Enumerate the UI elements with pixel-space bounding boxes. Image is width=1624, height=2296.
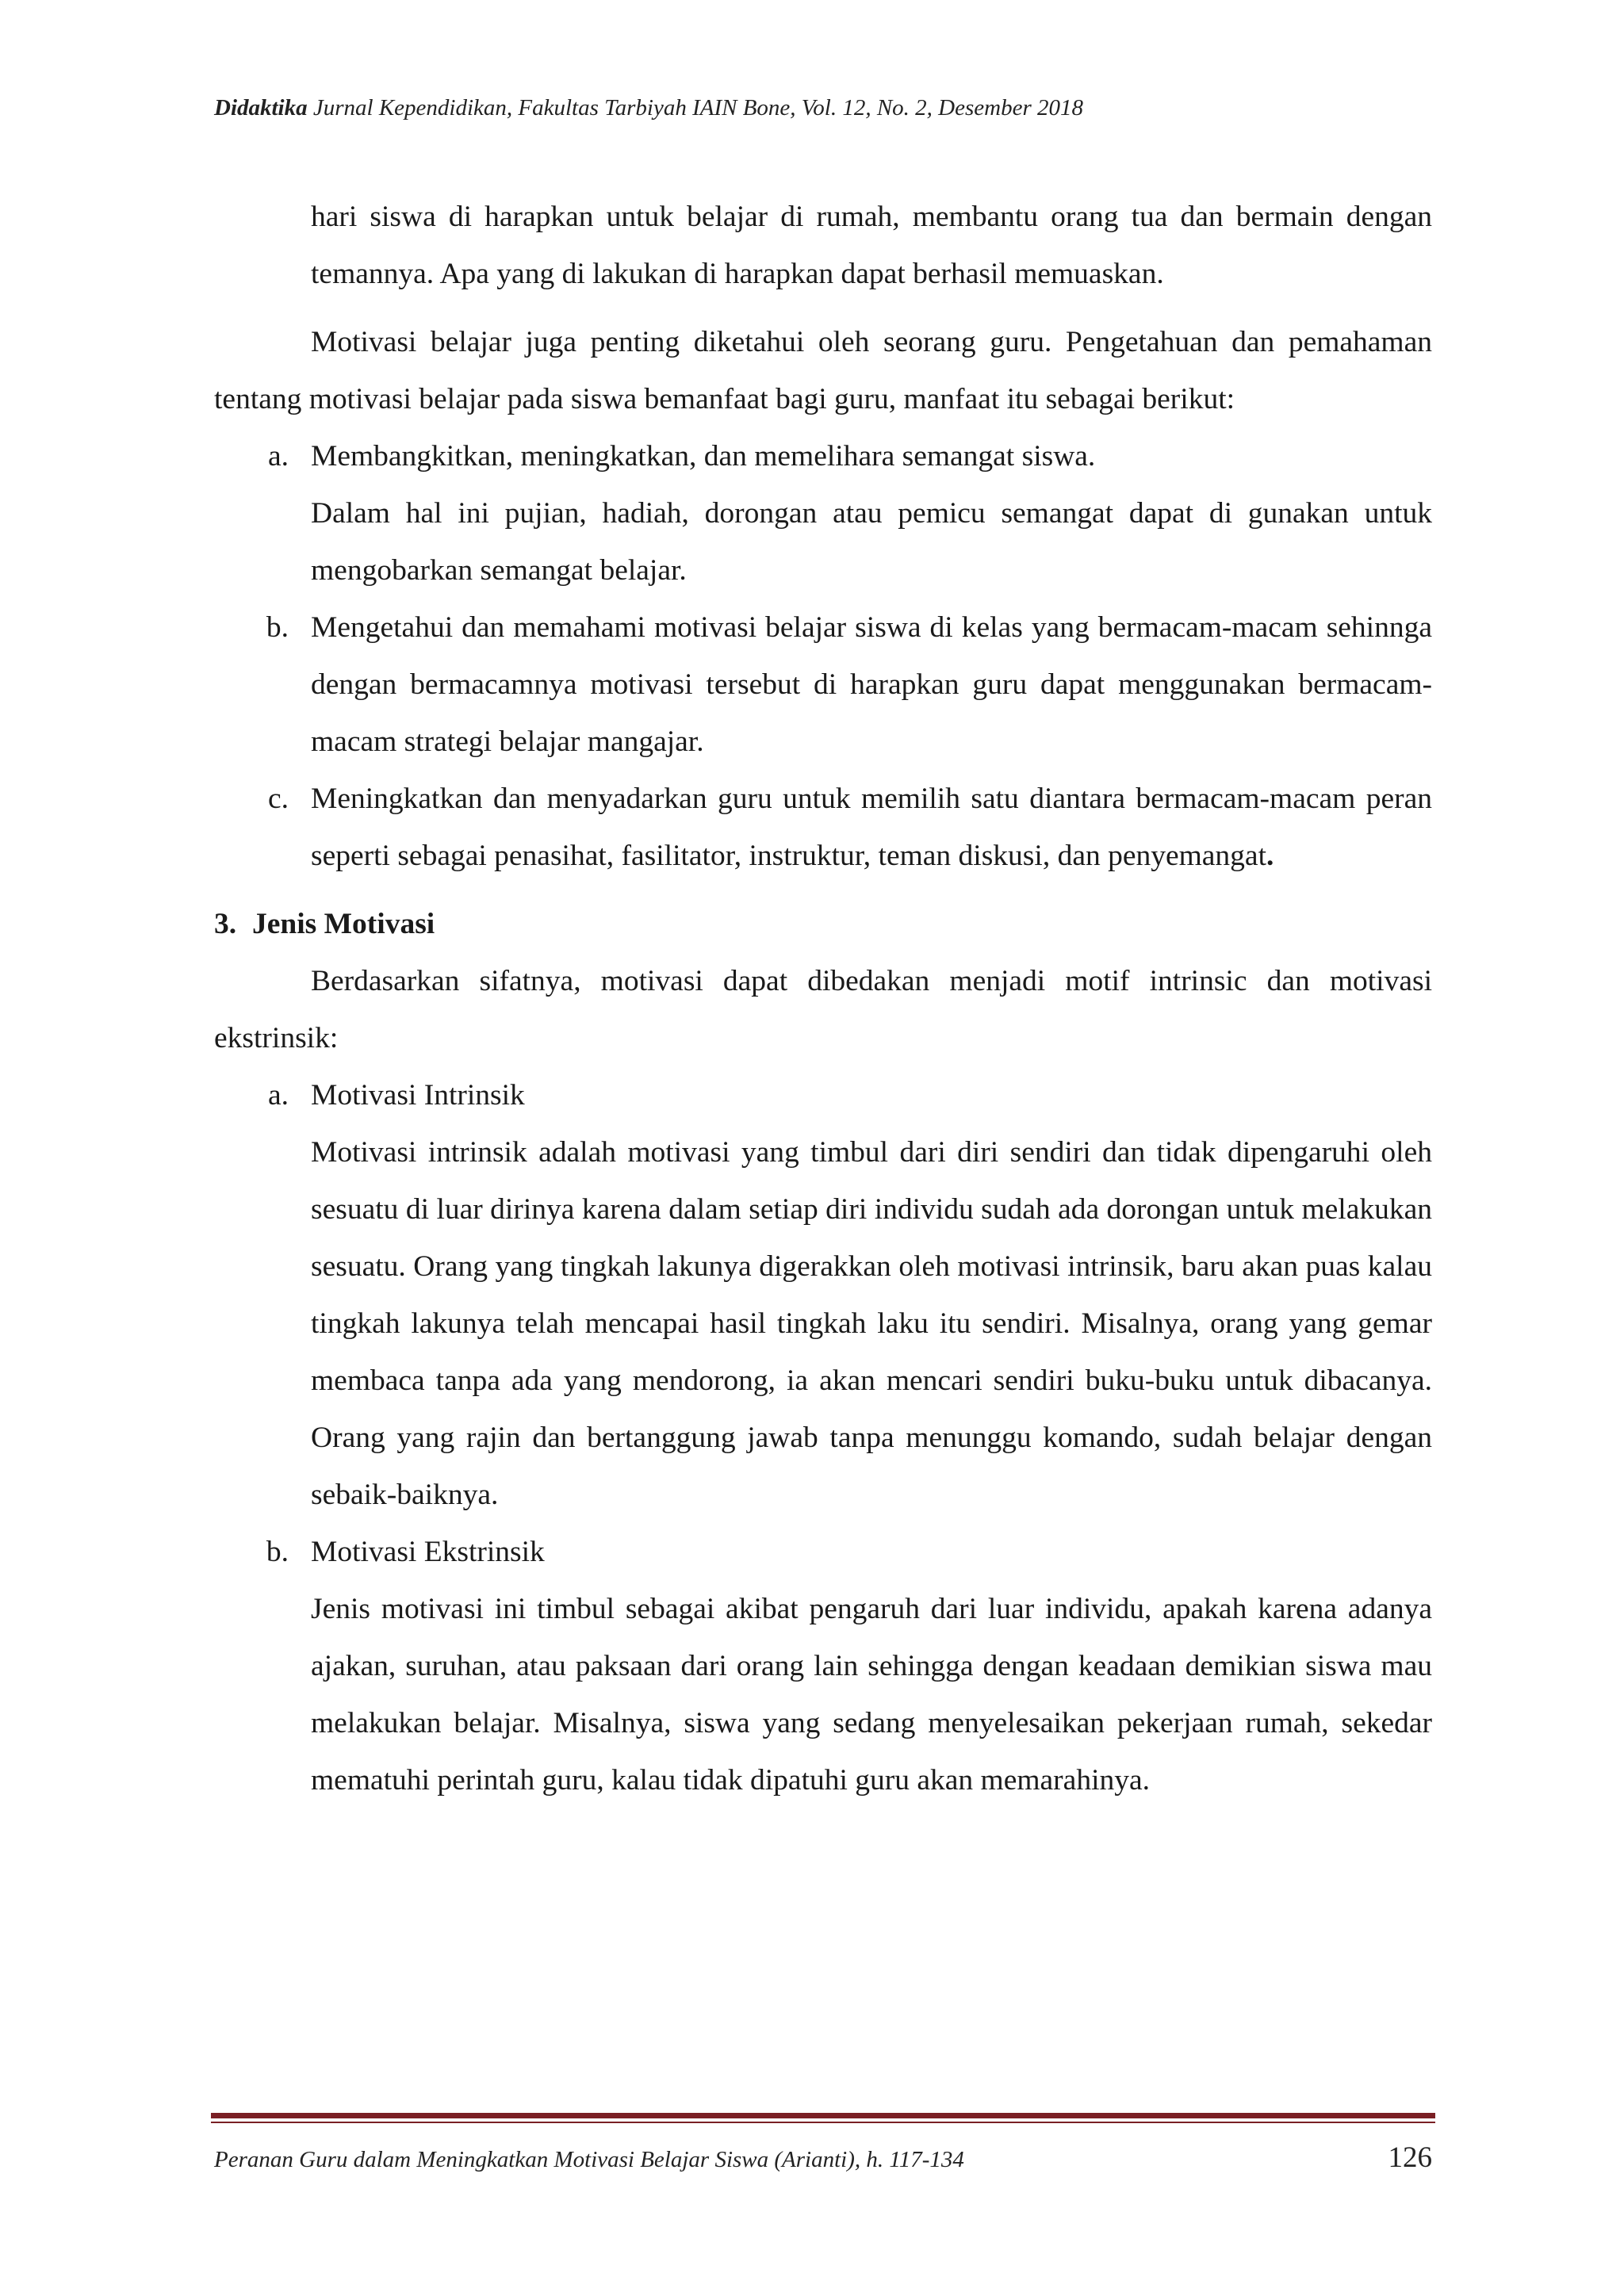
list-item-end-punct: . [1266, 840, 1274, 872]
paragraph-continuation: hari siswa di harapkan untuk belajar di rumah, membantu orang tua dan bermain dengan temannya. Apa yang di lakukan di harapkan dapat berhasil memuaskan. [311, 201, 1432, 290]
page-body [214, 189, 1432, 1809]
subsection-title [214, 1067, 1432, 1124]
list-item-text: Meningkatkan dan menyadarkan guru untuk memilih satu diantara bermacam-macam peran seperti sebagai penasihat, fasilitator, instruktur, teman diskusi, dan penyemangat [311, 783, 1432, 872]
list-marker: b. [266, 611, 289, 644]
journal-name: Didaktika [214, 95, 308, 121]
footer-rule-thick [211, 2113, 1435, 2118]
list-marker: b. [266, 1536, 289, 1568]
running-footer [214, 2141, 1432, 2175]
list-item [214, 771, 1432, 885]
list-item-title: Membangkitkan, meningkatkan, dan memelihara semangat siswa. [311, 440, 1096, 473]
running-header [214, 95, 1435, 121]
list-item [214, 599, 1432, 771]
subsection-body: Jenis motivasi ini timbul sebagai akibat pengaruh dari luar individu, apakah karena adanya ajakan, suruhan, atau paksaan dari orang lain sehingga dengan keadaan demikian siswa mau melakukan belajar. Misalnya, siswa yang sedang menyelesaikan pekerjaan rumah, sekedar mematuhi perintah guru, kalau tidak dipatuhi guru akan memarahinya. [311, 1593, 1432, 1797]
list-marker: c. [267, 783, 289, 815]
journal-details: Jurnal Kependidikan, Fakultas Tarbiyah IAIN Bone, Vol. 12, No. 2, Desember 2018 [307, 95, 1084, 121]
list-item [214, 428, 1432, 599]
list-item-text: Mengetahui dan memahami motivasi belajar siswa di kelas yang bermacam-macam sehinnga dengan bermacamnya motivasi tersebut di harapkan guru dapat menggunakan bermacam-macam strategi belajar mangajar. [311, 611, 1432, 758]
page-number: 126 [1388, 2141, 1432, 2174]
list-item-detail: Dalam hal ini pujian, hadiah, dorongan atau pemicu semangat dapat di gunakan untuk mengobarkan semangat belajar. [311, 497, 1432, 587]
subsection-title [214, 1524, 1432, 1581]
list-marker: a. [267, 1079, 289, 1112]
subsection-body: Motivasi intrinsik adalah motivasi yang timbul dari diri sendiri dan tidak dipengaruhi oleh sesuatu di luar dirinya karena dalam setiap diri individu sudah ada dorongan untuk melakukan sesuatu. Orang yang tingkah lakunya digerakkan oleh motivasi intrinsik, baru akan puas kalau tingkah lakunya telah mencapai hasil tingkah laku itu sendiri. Misalnya, orang yang gemar membaca tanpa ada yang mendorong, ia akan mencari sendiri buku-buku untuk dibacanya. Orang yang rajin dan bertanggung jawab tanpa menunggu komando, sudah belajar dengan sebaik-baiknya. [311, 1136, 1432, 1511]
section-intro: Berdasarkan sifatnya, motivasi dapat dibedakan menjadi motif intrinsic dan motivasi ekstrinsik: [214, 965, 1432, 1054]
list-marker: a. [267, 440, 289, 473]
section-number: 3. [214, 908, 237, 940]
footer-citation: Peranan Guru dalam Meningkatkan Motivasi Belajar Siswa (Arianti), h. 117-134 [214, 2147, 964, 2172]
subsection-title-text: Motivasi Intrinsik [311, 1079, 525, 1112]
footer-rule-thin [211, 2122, 1435, 2123]
section-title: Jenis Motivasi [252, 908, 435, 940]
section-heading [214, 896, 1432, 953]
paragraph-intro: Motivasi belajar juga penting diketahui oleh seorang guru. Pengetahuan dan pemahaman tentang motivasi belajar pada siswa bemanfaat bagi guru, manfaat itu sebagai berikut: [214, 326, 1432, 415]
subsection-title-text: Motivasi Ekstrinsik [311, 1536, 545, 1568]
